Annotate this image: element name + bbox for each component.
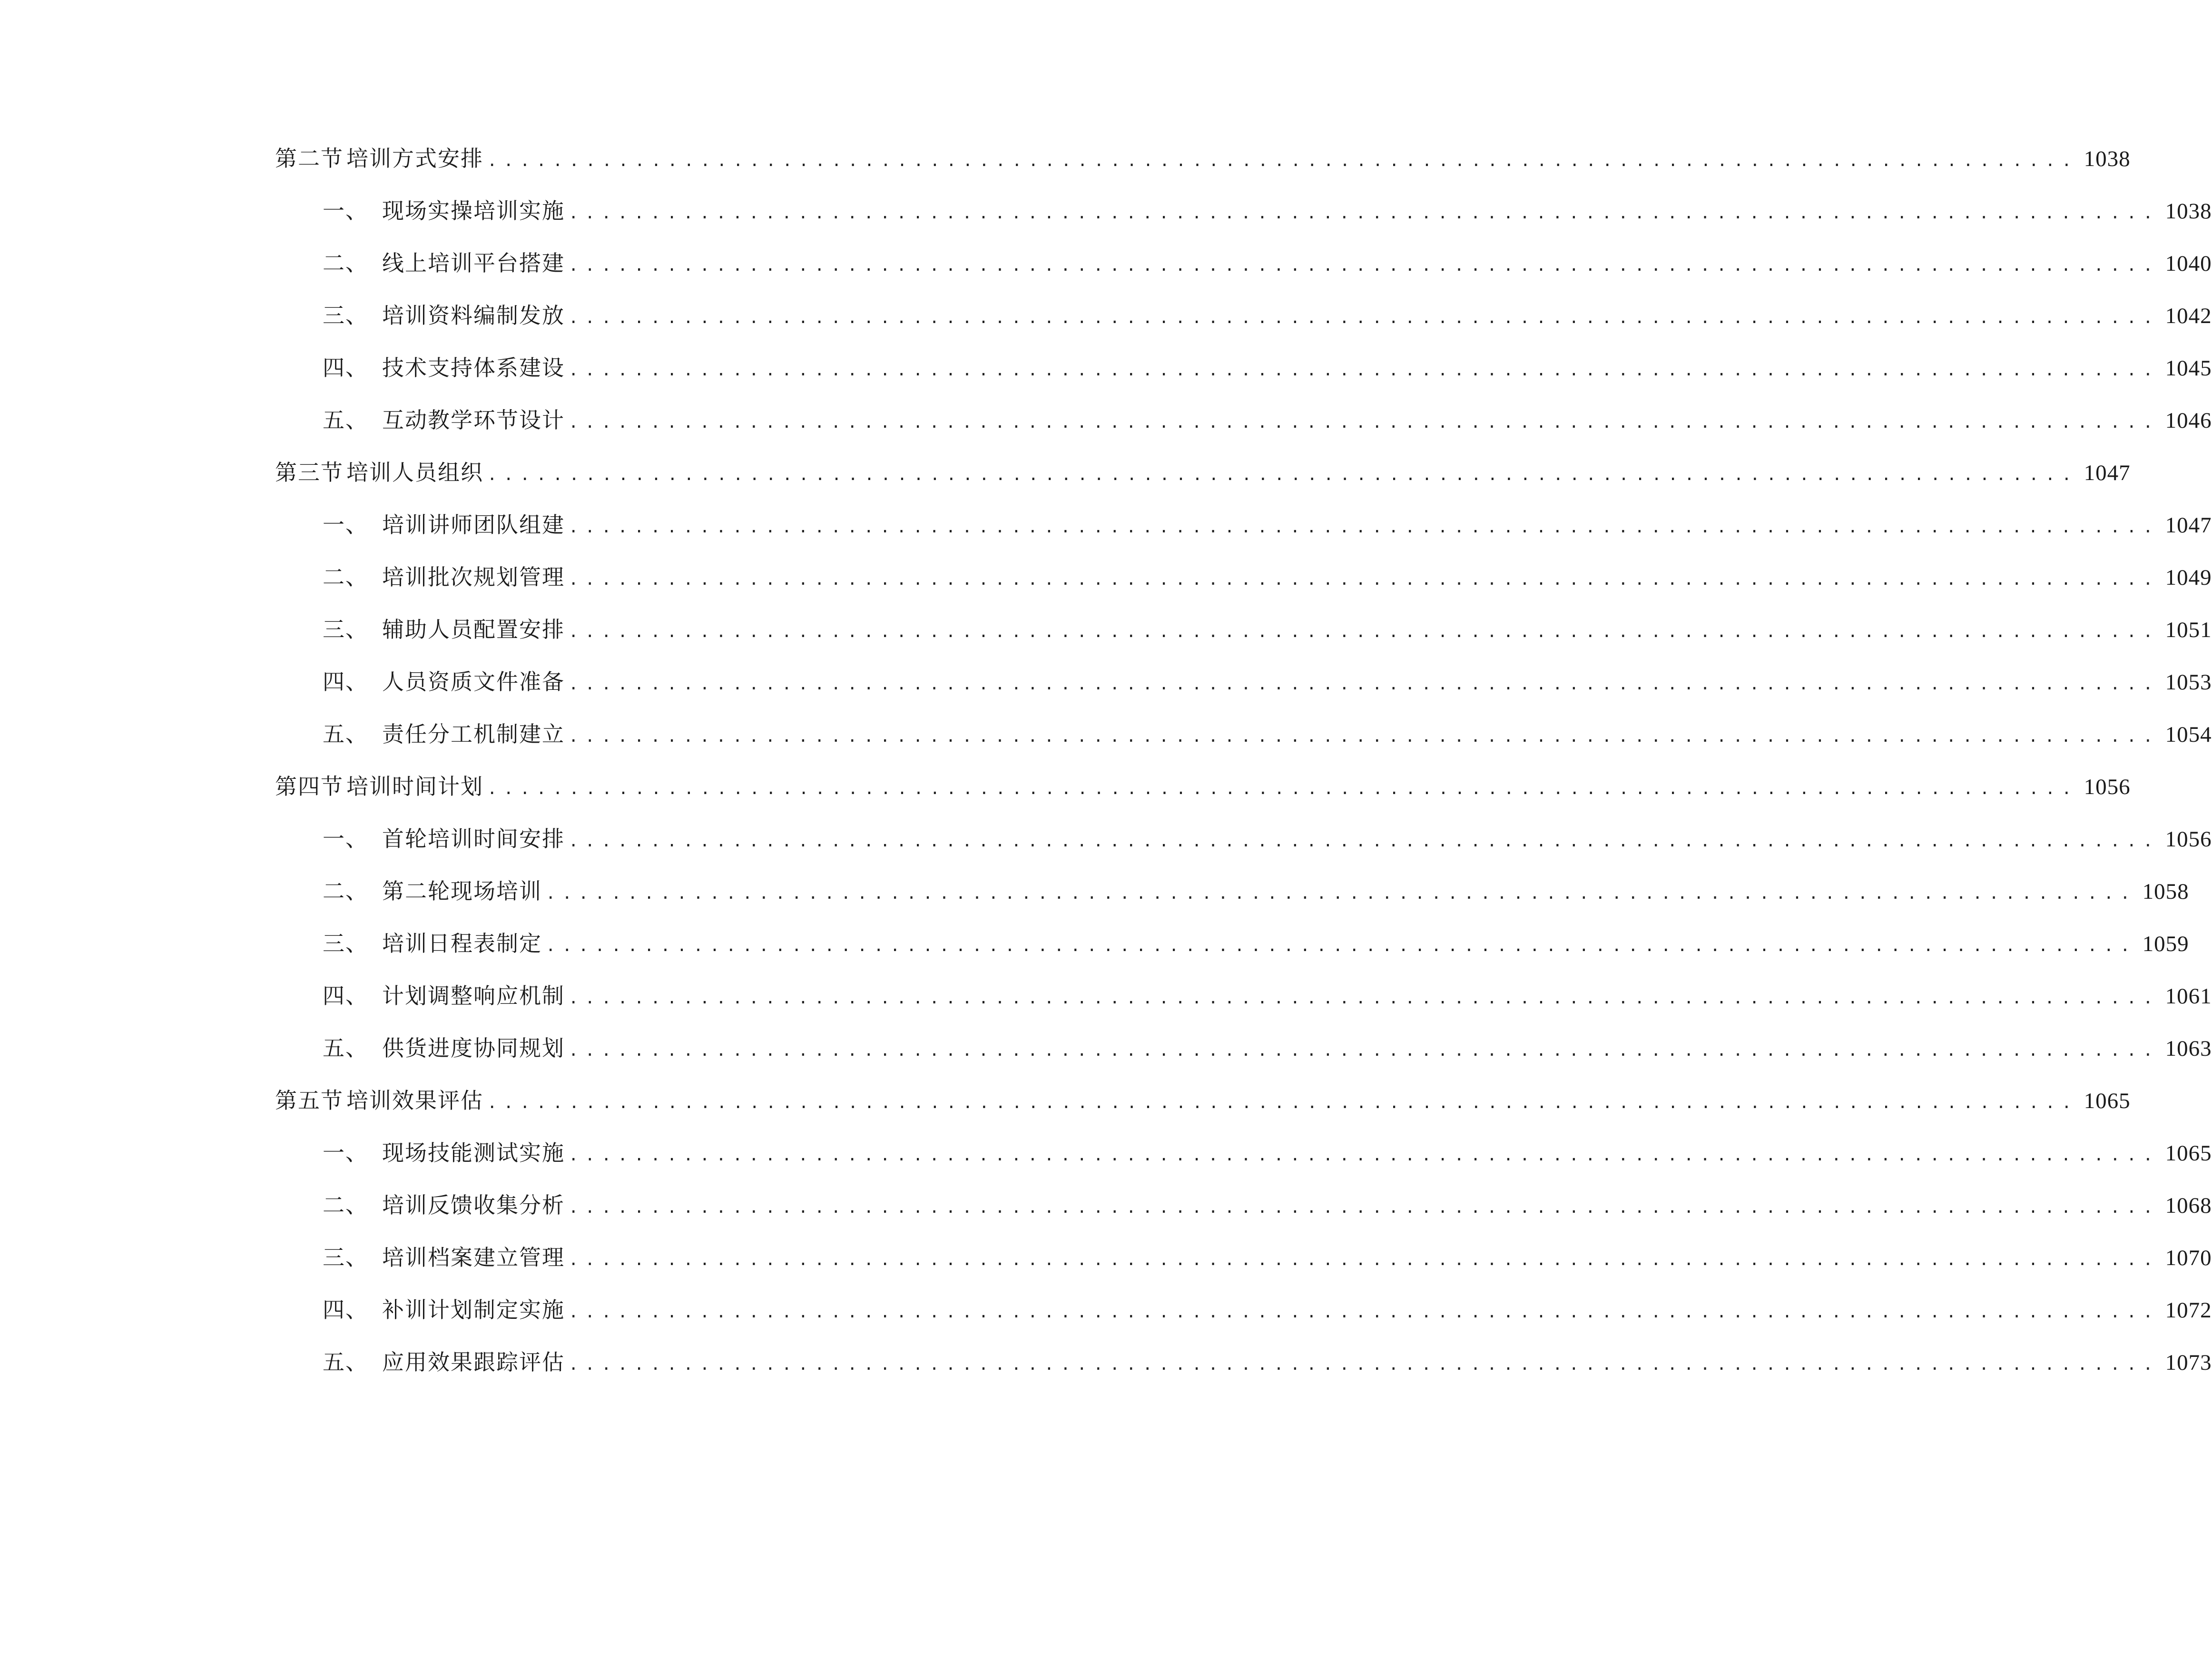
toc-subsection-entry[interactable] bbox=[275, 296, 2212, 348]
toc-leader-dots: ................................................................................................. bbox=[569, 1355, 2160, 1374]
toc-entry-number: 二、 bbox=[323, 1192, 368, 1218]
toc-page-number: 1072 bbox=[2165, 1298, 2212, 1323]
toc-entry-title: 互动教学环节设计 bbox=[382, 407, 565, 433]
toc-entry-label bbox=[323, 1343, 565, 1382]
toc-page-number: 1073 bbox=[2165, 1350, 2212, 1375]
toc-leader-dots: ................................................................................................. bbox=[487, 1093, 2078, 1112]
toc-entry-title: 责任分工机制建立 bbox=[382, 721, 565, 747]
toc-entry-label bbox=[275, 767, 483, 806]
table-of-contents bbox=[275, 139, 2212, 1395]
toc-leader-dots: ................................................................................................. bbox=[569, 204, 2160, 223]
toc-leader-dots: ................................................................................................. bbox=[569, 361, 2160, 380]
toc-entry-label bbox=[323, 1290, 565, 1329]
toc-entry-number: 三、 bbox=[323, 617, 368, 642]
toc-page-number: 1059 bbox=[2142, 932, 2189, 956]
toc-page-number: 1038 bbox=[2165, 199, 2212, 224]
toc-subsection-entry[interactable] bbox=[275, 872, 2189, 924]
toc-entry-number: 二、 bbox=[323, 564, 368, 590]
toc-entry-label bbox=[323, 244, 565, 283]
toc-leader-dots: ................................................................................................. bbox=[569, 518, 2160, 537]
toc-page-number: 1068 bbox=[2165, 1193, 2212, 1218]
toc-entry-label bbox=[323, 662, 565, 701]
toc-page-number: 1061 bbox=[2165, 984, 2212, 1009]
toc-page-number: 1047 bbox=[2084, 461, 2131, 485]
toc-entry-title: 培训效果评估 bbox=[346, 1088, 483, 1113]
toc-entry-title: 培训资料编制发放 bbox=[382, 303, 565, 328]
toc-leader-dots: ................................................................................................. bbox=[487, 779, 2078, 798]
toc-entry-number: 一、 bbox=[323, 1140, 368, 1166]
toc-subsection-entry[interactable] bbox=[275, 976, 2212, 1029]
toc-entry-number: 三、 bbox=[323, 931, 368, 956]
toc-entry-number: 第五节 bbox=[275, 1088, 344, 1113]
toc-leader-dots: ................................................................................................. bbox=[569, 622, 2160, 641]
toc-page-number: 1049 bbox=[2165, 565, 2212, 590]
toc-leader-dots: ................................................................................................. bbox=[569, 989, 2160, 1008]
toc-subsection-entry[interactable] bbox=[275, 505, 2212, 558]
toc-entry-title: 培训批次规划管理 bbox=[382, 564, 565, 590]
toc-page-number: 1046 bbox=[2165, 408, 2212, 433]
toc-leader-dots: ................................................................................................. bbox=[569, 256, 2160, 275]
toc-entry-number: 四、 bbox=[323, 355, 368, 381]
toc-entry-number: 四、 bbox=[323, 983, 368, 1009]
toc-leader-dots: ................................................................................................. bbox=[569, 675, 2160, 694]
toc-entry-label bbox=[323, 191, 565, 230]
toc-entry-title: 培训讲师团队组建 bbox=[382, 512, 565, 538]
toc-entry-label bbox=[323, 976, 565, 1015]
toc-entry-label bbox=[275, 139, 483, 178]
toc-leader-dots: ................................................................................................. bbox=[546, 884, 2137, 903]
toc-subsection-entry[interactable] bbox=[275, 1029, 2212, 1081]
toc-leader-dots: ................................................................................................. bbox=[487, 151, 2078, 170]
toc-entry-title: 培训人员组织 bbox=[346, 460, 483, 485]
toc-entry-label bbox=[323, 558, 565, 597]
toc-entry-number: 第四节 bbox=[275, 774, 344, 799]
toc-entry-number: 三、 bbox=[323, 1245, 368, 1270]
toc-entry-label bbox=[323, 401, 565, 440]
toc-entry-title: 首轮培训时间安排 bbox=[382, 826, 565, 852]
toc-entry-label bbox=[275, 453, 483, 492]
toc-leader-dots: ................................................................................................. bbox=[569, 308, 2160, 327]
toc-leader-dots: ................................................................................................. bbox=[569, 1250, 2160, 1269]
toc-page-number: 1053 bbox=[2165, 670, 2212, 695]
toc-page-number: 1038 bbox=[2084, 147, 2131, 171]
toc-entry-number: 五、 bbox=[323, 721, 368, 747]
toc-page-number: 1058 bbox=[2142, 879, 2189, 904]
toc-leader-dots: ................................................................................................. bbox=[569, 832, 2160, 851]
toc-subsection-entry[interactable] bbox=[275, 610, 2212, 662]
toc-leader-dots: ................................................................................................. bbox=[569, 1303, 2160, 1322]
toc-page-number: 1056 bbox=[2165, 827, 2212, 852]
toc-entry-number: 五、 bbox=[323, 1349, 368, 1375]
toc-subsection-entry[interactable] bbox=[275, 244, 2212, 296]
toc-entry-number: 一、 bbox=[323, 512, 368, 538]
toc-page-number: 1063 bbox=[2165, 1036, 2212, 1061]
toc-page-number: 1056 bbox=[2084, 775, 2131, 799]
toc-entry-title: 培训时间计划 bbox=[346, 774, 483, 799]
toc-page-number: 1051 bbox=[2165, 618, 2212, 642]
toc-entry-number: 二、 bbox=[323, 250, 368, 276]
toc-page-number: 1045 bbox=[2165, 356, 2212, 381]
toc-entry-label bbox=[275, 1081, 483, 1120]
toc-entry-number: 三、 bbox=[323, 303, 368, 328]
toc-entry-number: 二、 bbox=[323, 878, 368, 904]
toc-entry-title: 现场技能测试实施 bbox=[382, 1140, 565, 1166]
toc-entry-number: 第二节 bbox=[275, 146, 344, 171]
toc-leader-dots: ................................................................................................. bbox=[569, 727, 2160, 746]
toc-page-number: 1047 bbox=[2165, 513, 2212, 538]
toc-subsection-entry[interactable] bbox=[275, 558, 2212, 610]
toc-entry-title: 应用效果跟踪评估 bbox=[382, 1349, 565, 1375]
toc-section-entry[interactable] bbox=[275, 453, 2131, 505]
toc-entry-title: 供货进度协同规划 bbox=[382, 1035, 565, 1061]
toc-entry-label bbox=[323, 1029, 565, 1068]
toc-entry-number: 五、 bbox=[323, 1035, 368, 1061]
toc-section-entry[interactable] bbox=[275, 767, 2131, 819]
toc-entry-label bbox=[323, 1186, 565, 1225]
toc-entry-title: 人员资质文件准备 bbox=[382, 669, 565, 695]
toc-subsection-entry[interactable] bbox=[275, 348, 2212, 401]
toc-page-number: 1042 bbox=[2165, 304, 2212, 328]
toc-entry-number: 四、 bbox=[323, 1297, 368, 1323]
toc-entry-label bbox=[323, 819, 565, 858]
toc-page-number: 1065 bbox=[2084, 1089, 2131, 1113]
toc-entry-title: 线上培训平台搭建 bbox=[382, 250, 565, 276]
toc-subsection-entry[interactable] bbox=[275, 819, 2212, 872]
toc-entry-title: 培训反馈收集分析 bbox=[382, 1192, 565, 1218]
toc-subsection-entry[interactable] bbox=[275, 1133, 2212, 1186]
toc-leader-dots: ................................................................................................. bbox=[546, 936, 2137, 955]
toc-entry-label bbox=[323, 715, 565, 754]
toc-subsection-entry[interactable] bbox=[275, 1290, 2212, 1343]
toc-entry-title: 补训计划制定实施 bbox=[382, 1297, 565, 1323]
toc-page-number: 1065 bbox=[2165, 1141, 2212, 1166]
toc-page-number: 1070 bbox=[2165, 1246, 2212, 1270]
toc-entry-label bbox=[323, 1238, 565, 1277]
toc-entry-label bbox=[323, 348, 565, 387]
toc-entry-number: 一、 bbox=[323, 198, 368, 224]
toc-subsection-entry[interactable] bbox=[275, 715, 2212, 767]
toc-entry-label bbox=[323, 1133, 565, 1172]
toc-entry-title: 培训日程表制定 bbox=[382, 931, 542, 956]
toc-entry-label bbox=[323, 296, 565, 335]
toc-entry-title: 辅助人员配置安排 bbox=[382, 617, 565, 642]
toc-leader-dots: ................................................................................................. bbox=[569, 1198, 2160, 1217]
toc-entry-label bbox=[323, 610, 565, 649]
toc-subsection-entry[interactable] bbox=[275, 1186, 2212, 1238]
toc-subsection-entry[interactable] bbox=[275, 924, 2189, 976]
toc-entry-label bbox=[323, 505, 565, 544]
toc-section-entry[interactable] bbox=[275, 1081, 2131, 1133]
toc-entry-title: 第二轮现场培训 bbox=[382, 878, 542, 904]
toc-entry-number: 四、 bbox=[323, 669, 368, 695]
toc-leader-dots: ................................................................................................. bbox=[569, 413, 2160, 432]
toc-entry-title: 现场实操培训实施 bbox=[382, 198, 565, 224]
toc-entry-number: 五、 bbox=[323, 407, 368, 433]
toc-entry-label bbox=[323, 872, 542, 911]
toc-section-entry[interactable] bbox=[275, 139, 2131, 191]
toc-subsection-entry[interactable] bbox=[275, 1343, 2212, 1395]
toc-leader-dots: ................................................................................................. bbox=[569, 1041, 2160, 1060]
toc-leader-dots: ................................................................................................. bbox=[569, 1146, 2160, 1165]
toc-entry-title: 计划调整响应机制 bbox=[382, 983, 565, 1009]
toc-leader-dots: ................................................................................................. bbox=[569, 570, 2160, 589]
toc-leader-dots: ................................................................................................. bbox=[487, 465, 2078, 484]
toc-subsection-entry[interactable] bbox=[275, 662, 2212, 715]
toc-subsection-entry[interactable] bbox=[275, 191, 2212, 244]
toc-entry-label bbox=[323, 924, 542, 963]
toc-page-number: 1054 bbox=[2165, 722, 2212, 747]
toc-entry-title: 培训档案建立管理 bbox=[382, 1245, 565, 1270]
toc-entry-title: 技术支持体系建设 bbox=[382, 355, 565, 381]
toc-subsection-entry[interactable] bbox=[275, 1238, 2212, 1290]
toc-subsection-entry[interactable] bbox=[275, 401, 2212, 453]
toc-page-number: 1040 bbox=[2165, 251, 2212, 276]
toc-entry-number: 第三节 bbox=[275, 460, 344, 485]
toc-entry-title: 培训方式安排 bbox=[346, 146, 483, 171]
toc-entry-number: 一、 bbox=[323, 826, 368, 852]
